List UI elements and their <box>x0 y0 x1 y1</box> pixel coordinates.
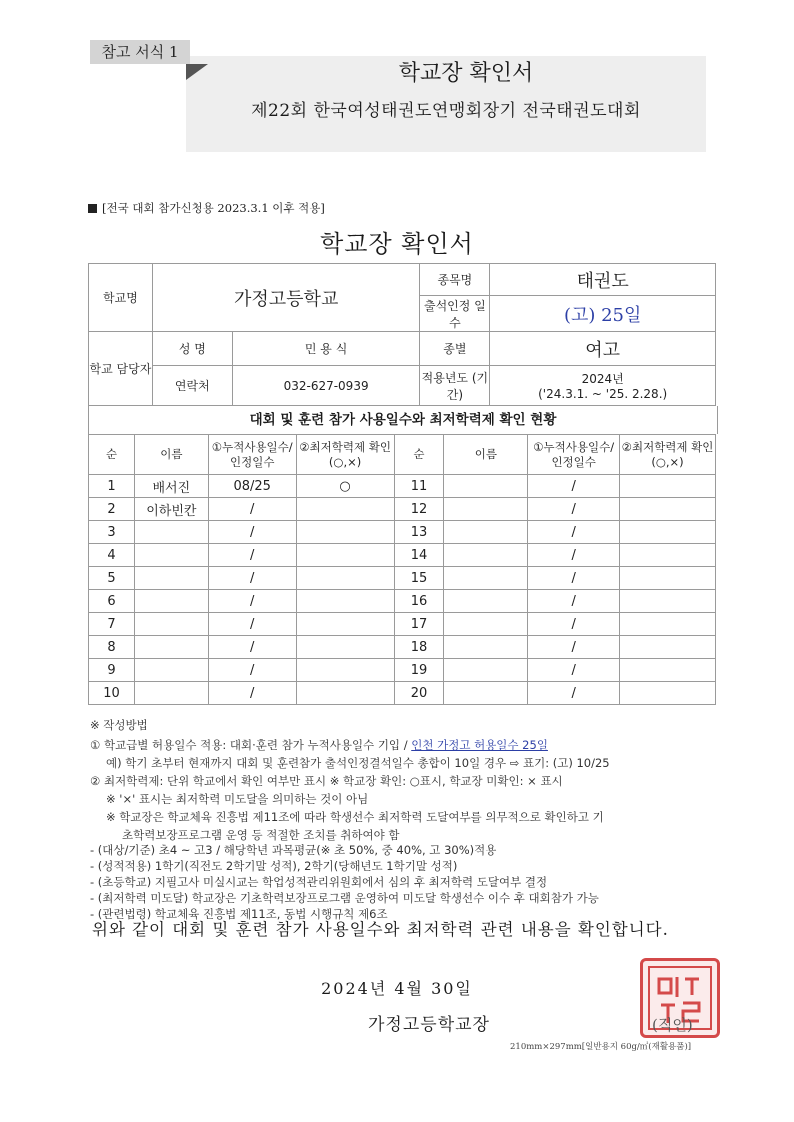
row-check <box>620 544 716 567</box>
form-tag: 참고 서식 1 <box>90 40 190 64</box>
row-days: 08/25 <box>208 475 296 498</box>
col-name-right: 이름 <box>444 435 528 475</box>
instruction-line-4: ※ '×' 표시는 최저학력 미도달을 의미하는 것이 아님 <box>106 792 369 806</box>
row-check <box>620 636 716 659</box>
table-row <box>89 498 716 521</box>
table-row <box>89 659 716 682</box>
row-days: / <box>528 521 620 544</box>
row-no: 17 <box>394 613 444 636</box>
header-title: 학교장 확인서 <box>398 61 534 86</box>
table-row <box>89 613 716 636</box>
row-days: / <box>208 613 296 636</box>
row-no: 5 <box>89 567 135 590</box>
row-check <box>620 590 716 613</box>
row-name <box>134 521 208 544</box>
row-no: 13 <box>394 521 444 544</box>
table-header-row <box>89 435 716 475</box>
attendance-label: 출석인정 일수 <box>420 296 490 332</box>
name-value: 민 용 식 <box>232 332 420 366</box>
col-name-left: 이름 <box>134 435 208 475</box>
row-days: / <box>208 498 296 521</box>
year-cell <box>490 366 716 406</box>
instruction-line-3: ② 최저학력제: 단위 학교에서 확인 여부만 표시 ※ 학교장 확인: ○표시, 학교장 미확인: × 표시 <box>90 774 563 788</box>
instructions-heading: ※ 작성방법 <box>90 718 148 732</box>
row-days: / <box>528 544 620 567</box>
instruction-line-1: ① 학교급별 허용일수 적용: 대회·훈련 참가 누적사용일수 기입 / 인천 가정고 허용일수 25일 <box>90 738 548 752</box>
row-no: 9 <box>89 659 135 682</box>
school-value: 가정고등학교 <box>152 264 420 332</box>
row-days: / <box>208 521 296 544</box>
row-name <box>444 659 528 682</box>
row-check <box>296 498 394 521</box>
col-academic-left: ②최저학력제 확인(○,×) <box>296 435 394 475</box>
row-no: 8 <box>89 636 135 659</box>
table-row <box>89 544 716 567</box>
name-label: 성 명 <box>152 332 232 366</box>
row-check <box>296 521 394 544</box>
row-no: 10 <box>89 682 135 705</box>
row-no: 19 <box>394 659 444 682</box>
square-bullet-icon <box>88 204 97 213</box>
manager-label: 학교 담당자 <box>89 332 153 406</box>
row-check <box>296 590 394 613</box>
table-row <box>89 590 716 613</box>
principal-signature: 가정고등학교장 <box>368 1015 490 1035</box>
row-days: / <box>528 498 620 521</box>
allowed-days-link: 인천 가정고 허용일수 25일 <box>411 738 548 752</box>
instruction-line-7: - (대상/기준) 초4 ~ 고3 / 해당학년 과목평균(※ 초 50%, 중 40%, 고 30%)적용 <box>90 843 497 857</box>
row-days: / <box>528 636 620 659</box>
row-name <box>134 636 208 659</box>
row-name <box>444 521 528 544</box>
year-value: 2024년 <box>581 372 624 386</box>
row-no: 15 <box>394 567 444 590</box>
application-note <box>88 200 325 216</box>
period-value: ('24.3.1. ~ '25. 2.28.) <box>538 387 668 401</box>
row-check <box>296 682 394 705</box>
col-no-left: 순 <box>89 435 135 475</box>
row-name <box>134 544 208 567</box>
row-days: / <box>528 590 620 613</box>
attendance-value: (고) 25일 <box>490 296 716 332</box>
row-no: 3 <box>89 521 135 544</box>
instruction-line-5: ※ 학교장은 학교체육 진흥법 제11조에 따라 학생선수 최저학력 도달여부를 의무적으로 확인하고 기 <box>106 810 604 824</box>
row-name <box>444 590 528 613</box>
instruction-line-6: 초학력보장프로그램 운영 등 적절한 조치를 취하여야 함 <box>122 828 400 842</box>
row-no: 20 <box>394 682 444 705</box>
row-check <box>296 544 394 567</box>
table-row <box>89 475 716 498</box>
row-no: 12 <box>394 498 444 521</box>
instruction-line-8: - (성적적용) 1학기(직전도 2학기말 성적), 2학기(당해년도 1학기말 성적) <box>90 859 458 873</box>
paper-spec: 210mm×297mm[일반용지 60g/㎡(재활용품)] <box>510 1042 692 1052</box>
table-row <box>89 567 716 590</box>
header-subtitle: 제22회 한국여성태권도연맹회장기 전국태권도대회 <box>251 101 641 121</box>
row-name <box>444 498 528 521</box>
row-name <box>444 475 528 498</box>
gender-label: 종별 <box>420 332 490 366</box>
participant-table <box>88 434 716 705</box>
row-check <box>620 682 716 705</box>
summary-title: 대회 및 훈련 참가 사용일수와 최저학력제 확인 현황 <box>88 406 718 434</box>
row-no: 6 <box>89 590 135 613</box>
col-days-right: ①누적사용일수/인정일수 <box>528 435 620 475</box>
row-name <box>444 613 528 636</box>
row-check <box>296 659 394 682</box>
row-name <box>444 636 528 659</box>
row-no: 18 <box>394 636 444 659</box>
row-check <box>620 613 716 636</box>
row-name <box>134 659 208 682</box>
instruction-line-2: 예) 학기 초부터 현재까지 대회 및 훈련참가 출석인정결석일수 총합이 10일 경우 ⇨ 표기: (고) 10/25 <box>106 756 610 770</box>
instruction-line-11: - (관련법령) 학교체육 진흥법 제11조, 동법 시행규칙 제6조 <box>90 907 388 921</box>
row-days: / <box>528 659 620 682</box>
row-no: 14 <box>394 544 444 567</box>
row-days: / <box>208 590 296 613</box>
row-days: / <box>208 544 296 567</box>
row-name <box>444 682 528 705</box>
row-check <box>620 659 716 682</box>
row-no: 2 <box>89 498 135 521</box>
row-no: 1 <box>89 475 135 498</box>
row-name <box>134 613 208 636</box>
col-days-left: ①누적사용일수/인정일수 <box>208 435 296 475</box>
row-name <box>444 544 528 567</box>
row-check: ○ <box>296 475 394 498</box>
row-name: 배서진 <box>134 475 208 498</box>
row-days: / <box>528 475 620 498</box>
event-value: 태권도 <box>490 264 716 296</box>
row-check <box>296 567 394 590</box>
instruction-line-9: - (초등학교) 지필고사 미실시교는 학업성적관리위원회에서 심의 후 최저학력 도달여부 결정 <box>90 875 548 889</box>
contact-label: 연락처 <box>152 366 232 406</box>
row-check <box>620 475 716 498</box>
row-no: 16 <box>394 590 444 613</box>
seal-mark-label: (직인) <box>652 1016 693 1034</box>
row-name <box>134 590 208 613</box>
info-table <box>88 263 716 406</box>
row-no: 4 <box>89 544 135 567</box>
row-name <box>134 682 208 705</box>
application-note-text: [전국 대회 참가신청용 2023.3.1 이후 적용] <box>102 201 325 215</box>
col-no-right: 순 <box>394 435 444 475</box>
row-check <box>296 636 394 659</box>
gender-value: 여고 <box>490 332 716 366</box>
table-row <box>89 682 716 705</box>
row-name: 이하빈칸 <box>134 498 208 521</box>
row-days: / <box>208 659 296 682</box>
event-label: 종목명 <box>420 264 490 296</box>
row-days: / <box>208 636 296 659</box>
row-check <box>620 498 716 521</box>
row-name <box>134 567 208 590</box>
row-days: / <box>528 613 620 636</box>
instruction-line-10: - (최저학력 미도달) 학교장은 기초학력보장프로그램 운영하여 미도달 학생선수 이수 후 대회참가 가능 <box>90 891 599 905</box>
row-days: / <box>528 682 620 705</box>
signing-date: 2024년 4월 30일 <box>321 979 473 998</box>
col-academic-right: ②최저학력제 확인(○,×) <box>620 435 716 475</box>
row-check <box>620 521 716 544</box>
row-no: 11 <box>394 475 444 498</box>
row-check <box>296 613 394 636</box>
row-check <box>620 567 716 590</box>
year-label: 적용년도 (기간) <box>420 366 490 406</box>
row-no: 7 <box>89 613 135 636</box>
row-name <box>444 567 528 590</box>
row-days: / <box>208 682 296 705</box>
confirmation-text: 위와 같이 대회 및 훈련 참가 사용일수와 최저학력 관련 내용을 확인합니다. <box>92 920 669 939</box>
school-label: 학교명 <box>89 264 153 332</box>
table-row <box>89 636 716 659</box>
document-title: 학교장 확인서 <box>320 230 474 258</box>
row-days: / <box>528 567 620 590</box>
contact-value: 032-627-0939 <box>232 366 420 406</box>
row-days: / <box>208 567 296 590</box>
table-row <box>89 521 716 544</box>
